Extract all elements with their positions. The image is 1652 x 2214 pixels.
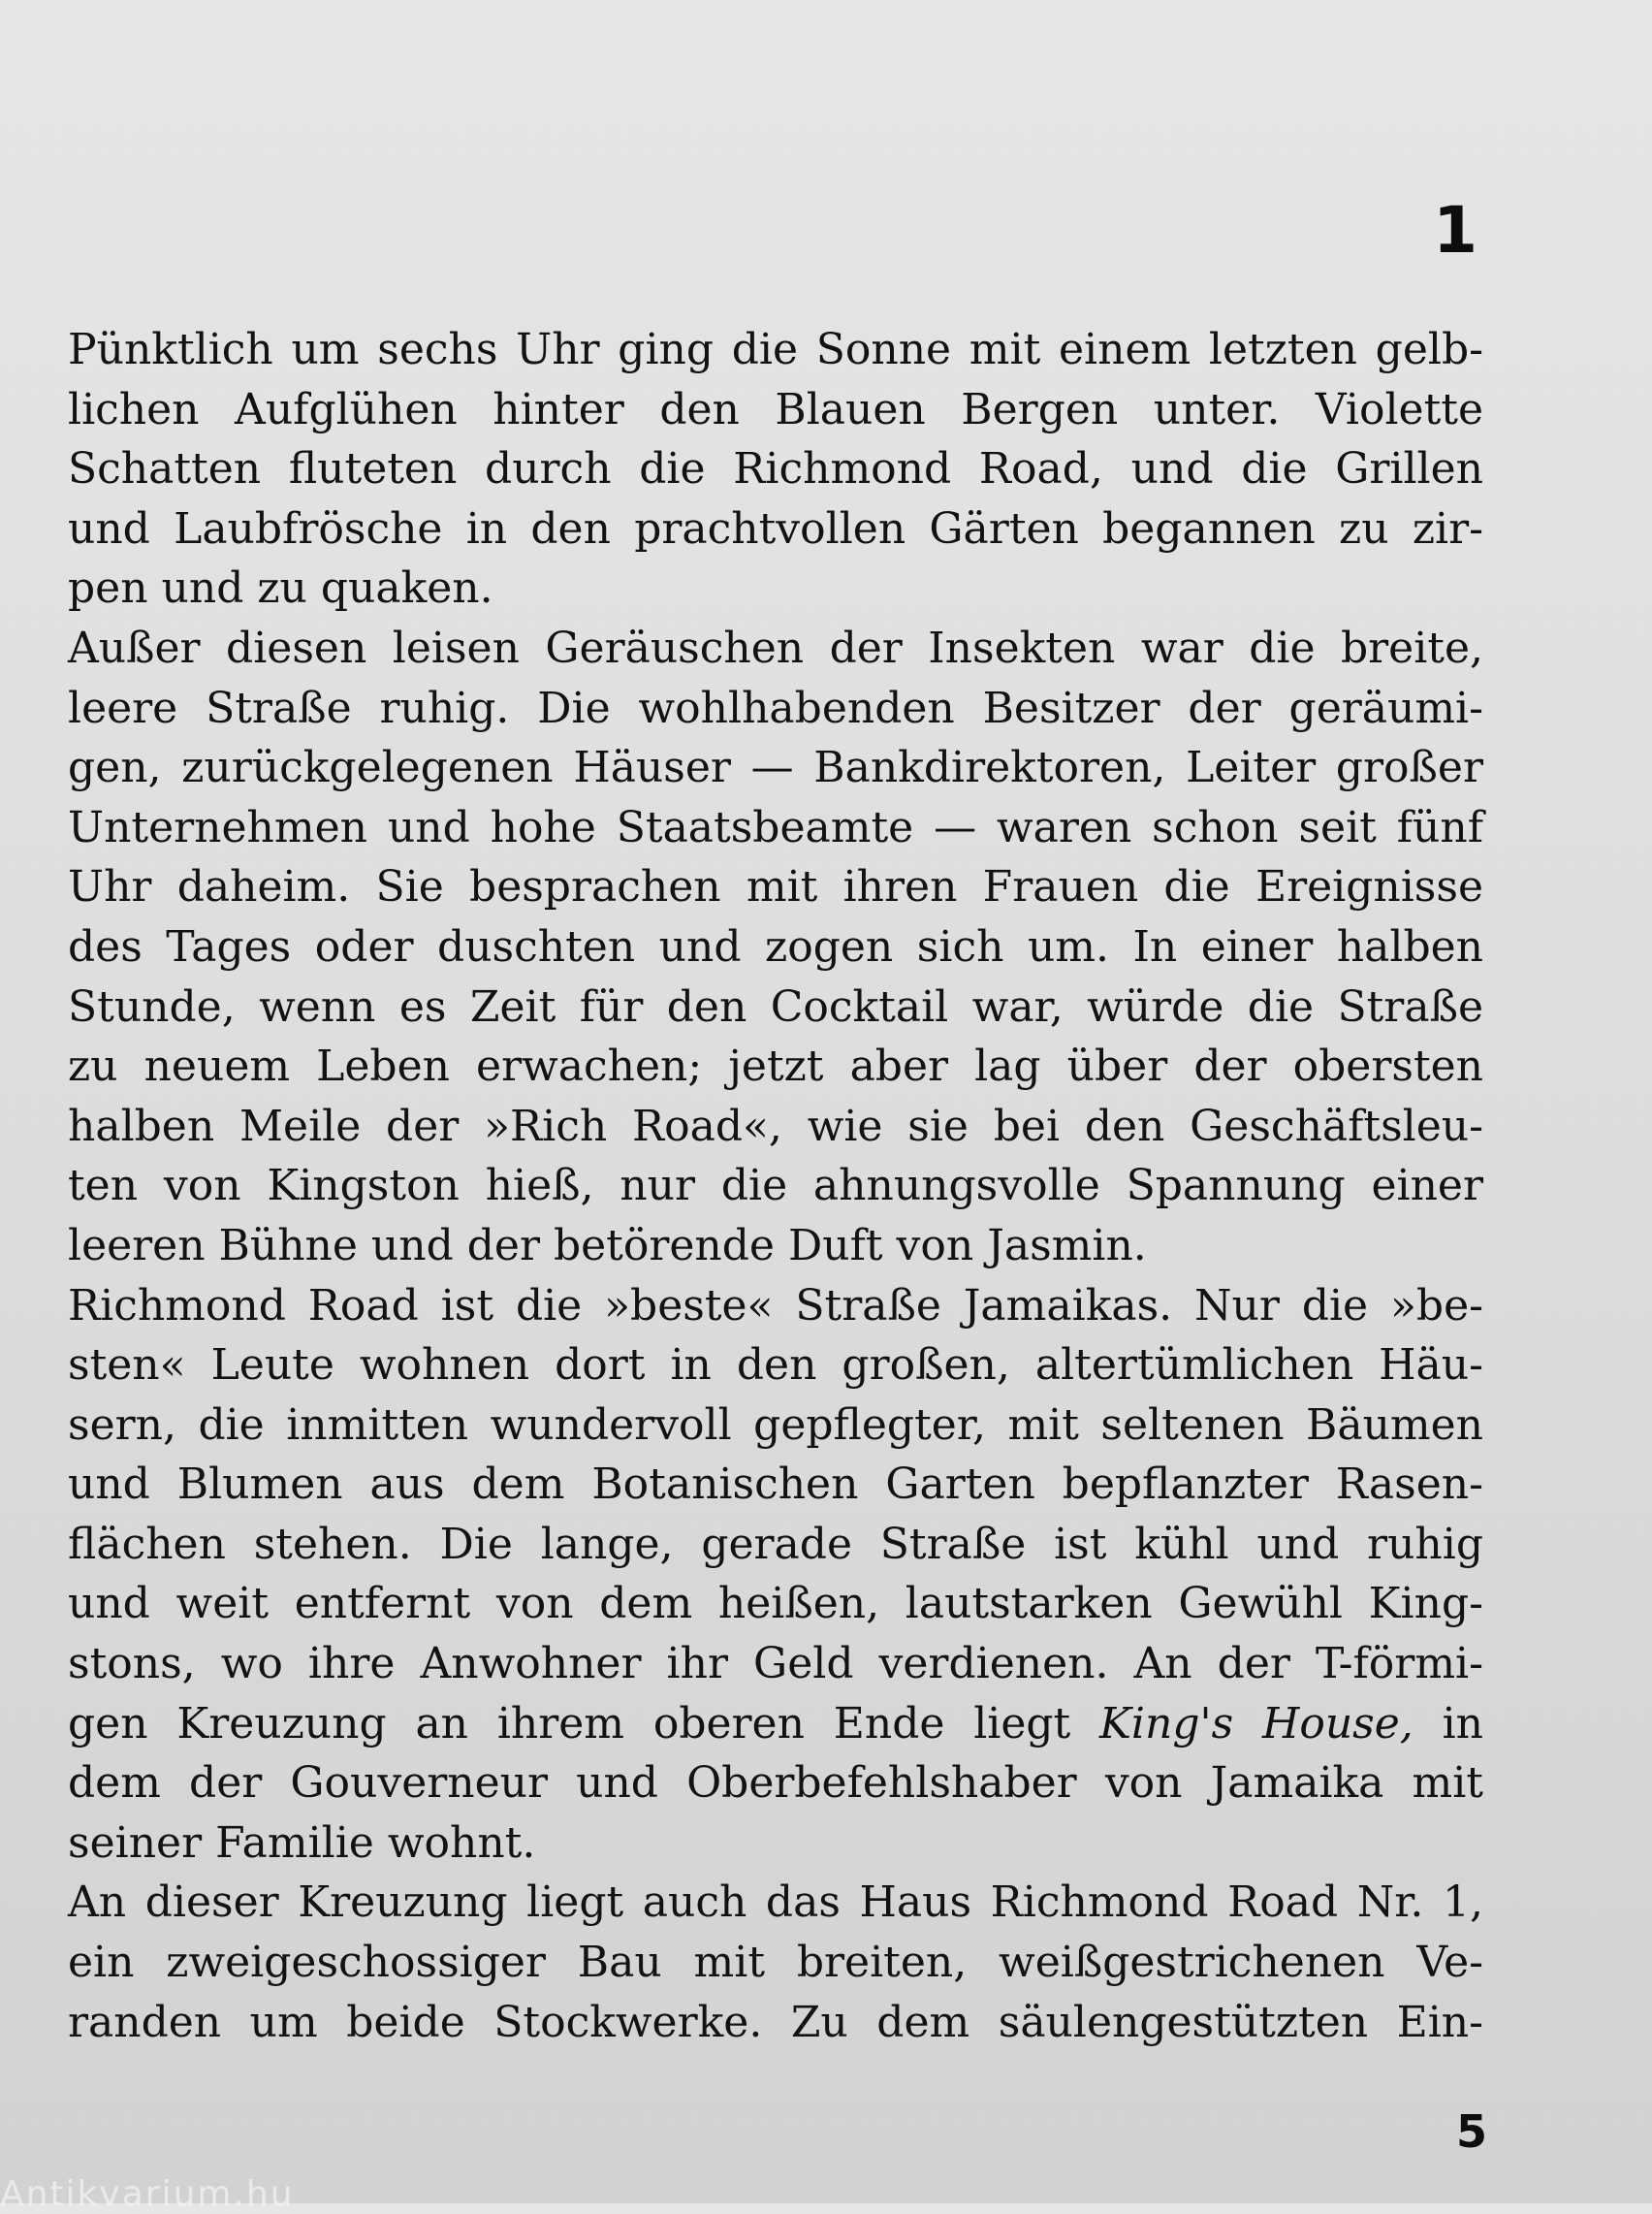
text-line: leeren Bühne und der betörende Duft von Jasmin. <box>68 1220 1147 1270</box>
paragraph <box>68 1276 1483 1874</box>
text-line: Pünktlich um sechs Uhr ging die Sonne mit einem letzten gelb- <box>68 325 1483 374</box>
paragraph <box>68 320 1483 619</box>
text-line: ten von Kingston hieß, nur die ahnungsvolle Spannung einer <box>68 1161 1483 1211</box>
text-line: gen, zurückgelegenen Häuser — Bankdirektoren, Leiter großer <box>68 743 1483 793</box>
text-line: leere Straße ruhig. Die wohlhabenden Besitzer der geräumi- <box>68 683 1483 733</box>
italic-place-name: King's House, <box>1099 1698 1414 1749</box>
text-line: und weit entfernt von dem heißen, lautstarken Gewühl King- <box>68 1579 1483 1629</box>
text-line: Uhr daheim. Sie besprachen mit ihren Frauen die Ereignisse <box>68 862 1483 913</box>
text-line: dem der Gouverneur und Oberbefehlshaber von Jamaika mit <box>68 1758 1483 1809</box>
chapter-number: 1 <box>1433 193 1477 268</box>
text-line-with-italic <box>68 1694 1483 1754</box>
watermark: Antikvarium.hu <box>0 2174 295 2214</box>
text-line: halben Meile der »Rich Road«, wie sie bei den Geschäftsleu- <box>68 1101 1483 1151</box>
text-line: ein zweigeschossiger Bau mit breiten, weißgestrichenen Ve- <box>68 1938 1483 1988</box>
text-line: und Blumen aus dem Botanischen Garten bepflanzter Rasen- <box>68 1460 1483 1510</box>
paragraph <box>68 619 1483 1276</box>
text-line: flächen stehen. Die lange, gerade Straße ist kühl und ruhig <box>68 1519 1483 1569</box>
text-segment: gen Kreuzung an ihrem oberen Ende liegt <box>68 1698 1100 1749</box>
text-segment: in <box>1413 1698 1483 1749</box>
text-line: und Laubfrösche in den prachtvollen Gärten begannen zu zir- <box>68 503 1483 554</box>
text-line: seiner Familie wohnt. <box>68 1817 536 1868</box>
page-number: 5 <box>1455 2105 1487 2158</box>
text-line: sern, die inmitten wundervoll gepflegter, mit seltenen Bäumen <box>68 1399 1483 1450</box>
body-text <box>68 320 1483 2052</box>
text-line: stons, wo ihre Anwohner ihr Geld verdienen. An der T-förmi- <box>68 1639 1483 1689</box>
text-line: pen und zu quaken. <box>68 563 493 614</box>
text-line: des Tages oder duschten und zogen sich um. In einer halben <box>68 921 1483 972</box>
paragraph <box>68 1873 1483 2052</box>
text-line: Richmond Road ist die »beste« Straße Jamaikas. Nur die »be- <box>68 1280 1483 1331</box>
text-line: Außer diesen leisen Geräuschen der Insekten war die breite, <box>68 623 1483 673</box>
text-line: zu neuem Leben erwachen; jetzt aber lag über der obersten <box>68 1042 1483 1092</box>
text-line: Stunde, wenn es Zeit für den Cocktail war, würde die Straße <box>68 981 1483 1032</box>
text-line: Schatten fluteten durch die Richmond Road, und die Grillen <box>68 444 1483 495</box>
text-line: Unternehmen und hohe Staatsbeamte — waren schon seit fünf <box>68 802 1483 852</box>
text-line: randen um beide Stockwerke. Zu dem säulengestützten Ein- <box>68 1997 1483 2047</box>
text-line: sten« Leute wohnen dort in den großen, altertümlichen Häu- <box>68 1340 1483 1391</box>
text-line: lichen Aufglühen hinter den Blauen Bergen unter. Violette <box>68 384 1483 434</box>
text-line: An dieser Kreuzung liegt auch das Haus Richmond Road Nr. 1, <box>68 1877 1483 1928</box>
